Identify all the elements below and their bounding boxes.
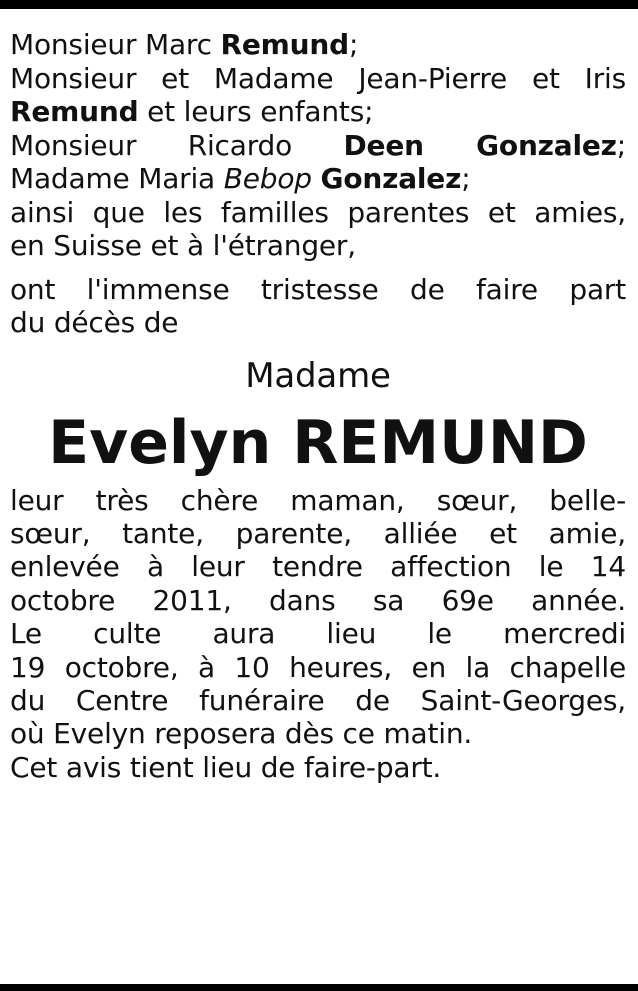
details-line-7: du Centre funéraire de Saint-Georges, xyxy=(10,683,626,717)
obituary-notice xyxy=(10,28,626,784)
family-line-4-text: Monsieur Ricardo xyxy=(10,128,344,162)
deceased-title: Madame xyxy=(245,355,391,396)
family-line-4 xyxy=(10,129,626,163)
deceased-name: Evelyn REMUND xyxy=(48,407,588,478)
family-line-5-surname: Gonzalez xyxy=(320,162,462,195)
family-line-7: en Suisse et à l'étranger, xyxy=(10,229,356,262)
family-line-2: Monsieur et Madame Jean-Pierre et Iris xyxy=(10,61,626,95)
announcement-line-1: ont l'immense tristesse de faire part xyxy=(10,272,626,306)
family-line-5-italic: Bebop xyxy=(223,162,312,195)
obituary-details xyxy=(10,484,626,785)
family-line-1-punct: ; xyxy=(348,28,359,61)
family-line-5-text: Madame Maria xyxy=(10,162,224,195)
details-line-9: Cet avis tient lieu de faire-part. xyxy=(10,750,442,784)
family-line-4-surname: Deen Gonzalez xyxy=(343,128,617,162)
details-line-2: sœur, tante, parente, alliée et amie, xyxy=(10,516,626,550)
family-line-1 xyxy=(10,28,626,62)
details-line-1: leur très chère maman, sœur, belle- xyxy=(10,483,626,517)
details-line-8: où Evelyn reposera dès ce matin. xyxy=(10,717,473,751)
family-line-5-punct: ; xyxy=(461,162,471,195)
family-line-3-text: et leurs enfants; xyxy=(138,95,374,128)
details-line-6: 19 octobre, à 10 heures, en la chapelle xyxy=(10,650,626,684)
family-line-3 xyxy=(10,95,626,129)
details-line-5: Le culte aura lieu le mercredi xyxy=(10,617,626,651)
details-line-3: enlevée à leur tendre affection le 14 xyxy=(10,550,626,584)
family-line-4-punct: ; xyxy=(616,128,626,162)
announcement-line-2: du décès de xyxy=(10,306,179,339)
bottom-border-rule xyxy=(0,984,638,991)
family-line-3-surname: Remund xyxy=(10,95,139,128)
top-border-rule xyxy=(0,0,638,9)
family-list xyxy=(10,28,626,263)
family-line-5 xyxy=(10,162,626,196)
announcement xyxy=(10,273,626,340)
family-line-1-text: Monsieur Marc xyxy=(10,28,221,61)
family-line-1-surname: Remund xyxy=(220,28,349,61)
details-line-4: octobre 2011, dans sa 69e année. xyxy=(10,583,626,617)
family-line-6: ainsi que les familles parentes et amies, xyxy=(10,195,626,229)
